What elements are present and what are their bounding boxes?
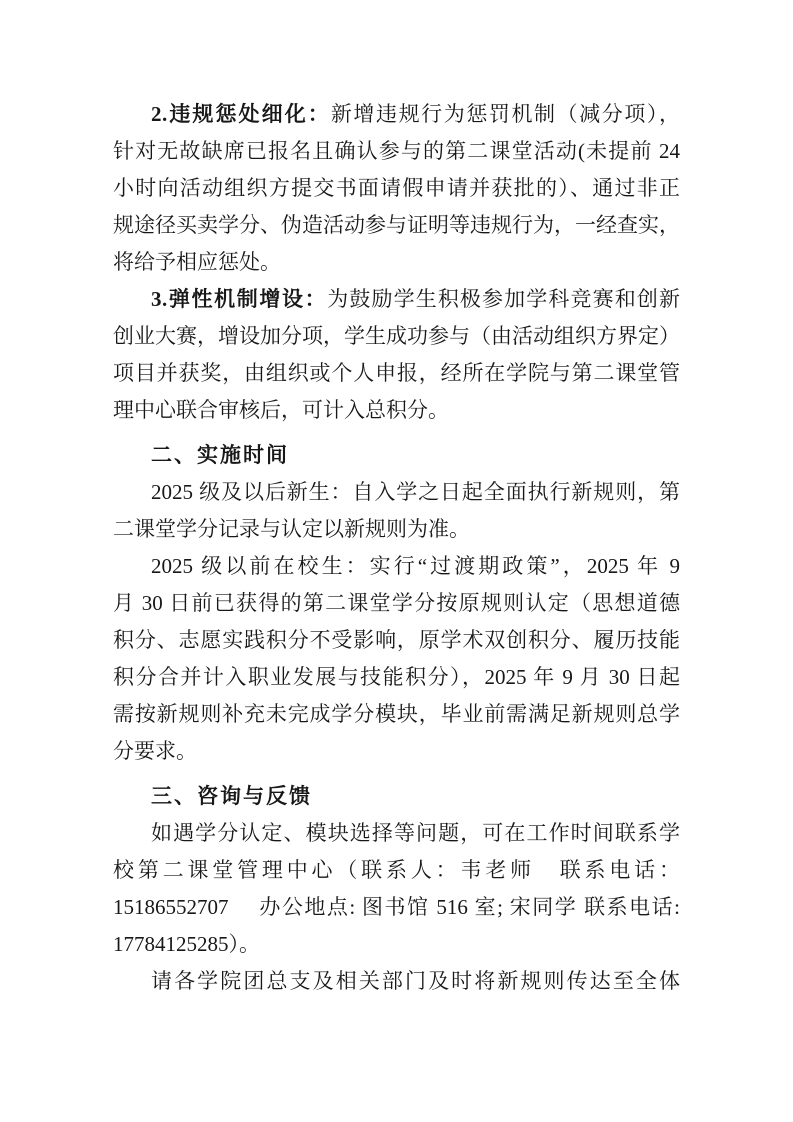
text-line: 积分合并计入职业发展与技能积分），2025 年 9 月 30 日起 [113, 665, 680, 689]
para-contact-info [113, 815, 680, 963]
text-line: 如遇学分认定、模块选择等问题，可在工作时间联系学 [151, 821, 680, 845]
text-line: 分要求。 [113, 739, 197, 763]
text-line: 积分、志愿实践积分不受影响，原学术双创积分、履历技能 [113, 628, 680, 652]
text-line: 3.弹性机制增设：为鼓励学生积极参加学科竞赛和创新 [151, 287, 681, 311]
bold-lead-in: 3.弹性机制增设： [151, 287, 328, 311]
document-content [113, 96, 680, 1000]
text-line: 二课堂学分记录与认定以新规则为准。 [113, 517, 470, 541]
para-3-flexible-mechanism [113, 281, 680, 429]
text-line: 2.违规惩处细化：新增违规行为惩罚机制（减分项）， [151, 102, 680, 126]
text-line: 15186552707 办公地点: 图书馆 516 室; 宋同学 联系电话: [113, 895, 680, 919]
para-dissemination-request [113, 963, 680, 1000]
text-line: 需按新规则补充未完成学分模块，毕业前需满足新规则总学 [113, 702, 680, 726]
text-line: 请各学院团总支及相关部门及时将新规则传达至全体 [151, 969, 680, 993]
text-line: 项目并获奖，由组织或个人申报，经所在学院与第二课堂管 [113, 361, 680, 385]
heading-implementation-time: 二、实施时间 [151, 444, 289, 467]
text-line: 规途径买卖学分、伪造活动参与证明等违规行为，一经查实， [113, 213, 680, 237]
text-line: 针对无故缺席已报名且确认参与的第二课堂活动(未提前 24 [113, 139, 680, 163]
text-line: 将给予相应惩处。 [113, 250, 281, 274]
text-line: 2025 级及以后新生：自入学之日起全面执行新规则，第 [151, 480, 680, 504]
text-line: 2025 级以前在校生：实行“过渡期政策”，2025 年 9 [151, 554, 680, 578]
bold-lead-in: 2.违规惩处细化： [151, 102, 331, 126]
heading-consultation-feedback: 三、咨询与反馈 [151, 785, 312, 808]
text-line: 创业大赛，增设加分项，学生成功参与（由活动组织方界定） [113, 324, 680, 348]
text-line: 校第二课堂管理中心（联系人：韦老师 联系电话： [113, 858, 680, 882]
text-line: 月 30 日前已获得的第二课堂学分按原规则认定（思想道德 [113, 591, 680, 615]
para-current-students-transition [113, 548, 680, 770]
para-new-students-2025 [113, 474, 680, 548]
para-2-violation-penalty [113, 96, 680, 281]
text-line: 小时向活动组织方提交书面请假申请并获批的）、通过非正 [113, 176, 680, 200]
text-line: 理中心联合审核后，可计入总积分。 [113, 398, 449, 422]
text-line: 17784125285）。 [113, 932, 260, 956]
